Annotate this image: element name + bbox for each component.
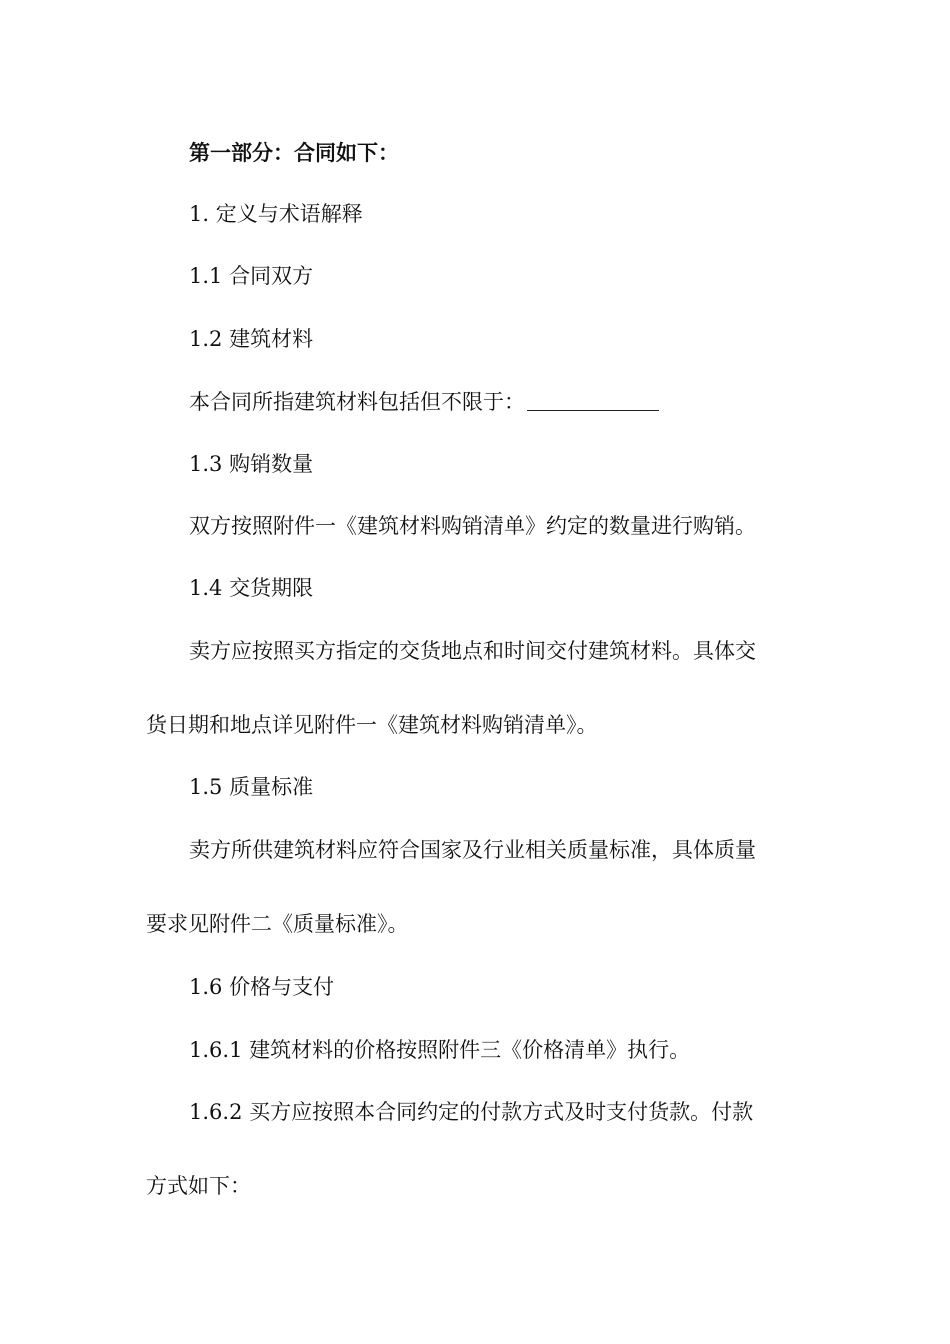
fill-in-blank: [527, 388, 659, 411]
clause-1-2-paragraph: [189, 388, 869, 416]
clause-1-4-paragraph-line1: 卖方应按照买方指定的交货地点和时间交付建筑材料。具体交: [189, 639, 756, 663]
clause-1-3-paragraph: 双方按照附件一《建筑材料购销清单》约定的数量进行购销。: [189, 514, 756, 538]
clause-1-2-text: 本合同所指建筑材料包括但不限于：: [189, 390, 525, 414]
clause-1-5-paragraph-line2: 要求见附件二《质量标准》。: [146, 912, 409, 936]
clause-1-5-title: 1.5 质量标准: [189, 775, 314, 799]
clause-1-6-1: 1.6.1 建筑材料的价格按照附件三《价格清单》执行。: [189, 1038, 691, 1062]
clause-1-title: 1. 定义与术语解释: [189, 202, 363, 226]
clause-1-6-title: 1.6 价格与支付: [189, 975, 335, 999]
clause-1-5-paragraph-line1: 卖方所供建筑材料应符合国家及行业相关质量标准，具体质量: [189, 838, 756, 862]
clause-1-2-title: 1.2 建筑材料: [189, 327, 314, 351]
section-heading: 第一部分：合同如下：: [189, 140, 399, 165]
clause-1-4-title: 1.4 交货期限: [189, 576, 314, 600]
clause-1-4-paragraph-line2: 货日期和地点详见附件一《建筑材料购销清单》。: [146, 713, 598, 737]
clause-1-1-title: 1.1 合同双方: [189, 264, 314, 288]
clause-1-3-title: 1.3 购销数量: [189, 452, 314, 476]
clause-1-6-2-line1: 1.6.2 买方应按照本合同约定的付款方式及时支付货款。付款: [189, 1100, 754, 1124]
clause-1-6-2-line2: 方式如下：: [146, 1174, 251, 1198]
